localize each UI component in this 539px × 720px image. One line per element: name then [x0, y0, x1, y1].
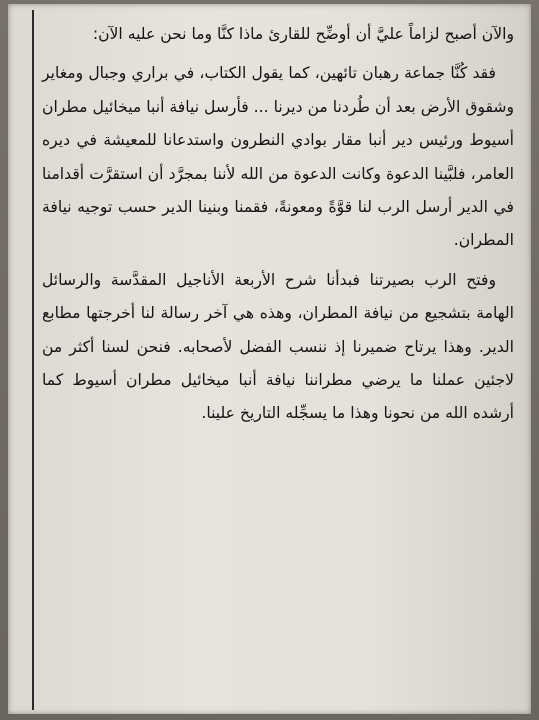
paragraph-2: فقد كُنَّا جماعة رهبان تائهين، كما يقول الكتاب، في براري وجبال ومغاير وشقوق الأرض بعد أن طُردنا من ديرنا ... فأرسل نيافة أنبا ميخائيل مطران أسيوط ورئيس دير أنبا مقار بوادي النطرون واستدعانا للمعيشة في ديره العامر، فلبَّينا الدعوة وكانت الدعوة من الله لأننا بمجرَّد أن استقرَّت أقدامنا في الدير أرسل الرب لنا قوَّةً ومعونةً، فقمنا وبنينا الدير حسب توجيه نيافة المطران.: [42, 64, 514, 250]
page-border-line: [32, 10, 34, 710]
paper-sheet: [8, 4, 531, 714]
paragraph-1: والآن أصبح لزاماً عليَّ أن أوضِّح للقارئ ماذا كنَّا وما نحن عليه الآن:: [92, 25, 514, 43]
arabic-text-body: [42, 18, 514, 431]
paragraph-3: وفتح الرب بصيرتنا فبدأنا شرح الأربعة الأناجيل المقدَّسة والرسائل الهامة بتشجيع من نيافة المطران، وهذه هي آخر رسالة لنا أخرجتها مطابع الدير. وهذا يرتاح ضميرنا إذ ننسب الفضل لأصحابه. فنحن لسنا أكثر من لاجئين عملنا ما يرضي مطراننا نيافة أنبا ميخائيل مطران أسيوط كما أرشده الله من نحونا وهذا ما يسجِّله التاريخ علينا.: [42, 270, 514, 423]
